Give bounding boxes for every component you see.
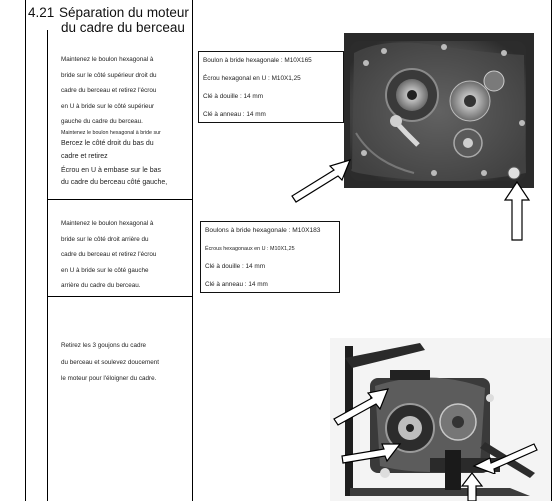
spec-ring-wrench: Clé à anneau : 14 mm (203, 111, 266, 118)
spec-bolt: Boulons à bride hexagonale : M10X183 (205, 227, 321, 234)
arrow-up-icon (503, 180, 531, 242)
step2-line: bride sur le côté droit arrière du (61, 235, 149, 243)
step1b-line: Maintenez le boulon hexagonal à bride sur (61, 130, 161, 136)
step1-instructions-b (61, 128, 167, 189)
arrow-pointer-icon (286, 154, 356, 204)
arrow-pointer-icon (338, 438, 404, 468)
right-border (551, 0, 552, 501)
step1-instructions (61, 52, 157, 130)
step1-spec-box (198, 51, 344, 123)
spec-nut: Écrou hexagonal en U : M10X1,25 (203, 75, 301, 82)
column-divider-2 (192, 0, 193, 501)
row-separator-2 (47, 296, 192, 297)
spec-socket-wrench: Clé à douille : 14 mm (203, 93, 264, 100)
step3-line: Retirez les 3 goujons du cadre (61, 342, 147, 349)
section-number: 4.21 (28, 5, 55, 20)
step2-instructions (61, 216, 156, 294)
step2-spec-box (200, 221, 340, 293)
step3-line: le moteur pour l'éloigner du cadre. (61, 375, 157, 382)
arrow-pointer-icon (470, 440, 540, 474)
step2-line: Maintenez le boulon hexagonal à (61, 220, 154, 227)
step1-line: en U à bride sur le côté supérieur (61, 102, 155, 110)
row-separator-1 (47, 199, 192, 200)
step1-line: Maintenez le boulon hexagonal à (61, 56, 154, 63)
step1b-line: du cadre du berceau côté gauche, (61, 179, 168, 186)
step2-line: en U à bride sur le côté gauche (61, 266, 149, 274)
left-border (25, 0, 26, 501)
step2-line: arrière du cadre du berceau. (61, 282, 141, 289)
step1-line: cadre du berceau et retirez l'écrou (61, 87, 157, 94)
step1b-line: Écrou en U à embase sur le bas (61, 167, 161, 174)
step1-line: bride sur le côté supérieur droit du (61, 71, 157, 79)
column-divider-1 (47, 30, 48, 501)
step1-line: gauche du cadre du berceau. (61, 118, 143, 125)
arrow-up-icon (460, 472, 484, 501)
step1b-line: cadre et retirez (61, 153, 108, 160)
spec-ring-wrench: Clé à anneau : 14 mm (205, 281, 268, 288)
step3-instructions (61, 338, 159, 388)
engine-closeup-photo (344, 33, 534, 188)
step3-line: du berceau et soulevez doucement (61, 358, 160, 366)
step1b-line: Bercez le côté droit du bas du (61, 140, 154, 147)
section-title-line1: Séparation du moteur (59, 5, 189, 20)
spec-nut: Écrous hexagonaux en U : M10X1,25 (205, 246, 295, 252)
section-title-line2: du cadre du berceau (61, 20, 185, 35)
step2-line: cadre du berceau et retirez l'écrou (61, 251, 157, 258)
spec-socket-wrench: Clé à douille : 14 mm (205, 263, 266, 270)
spec-bolt: Boulon à bride hexagonale : M10X165 (203, 57, 312, 64)
arrow-pointer-icon (330, 385, 392, 427)
